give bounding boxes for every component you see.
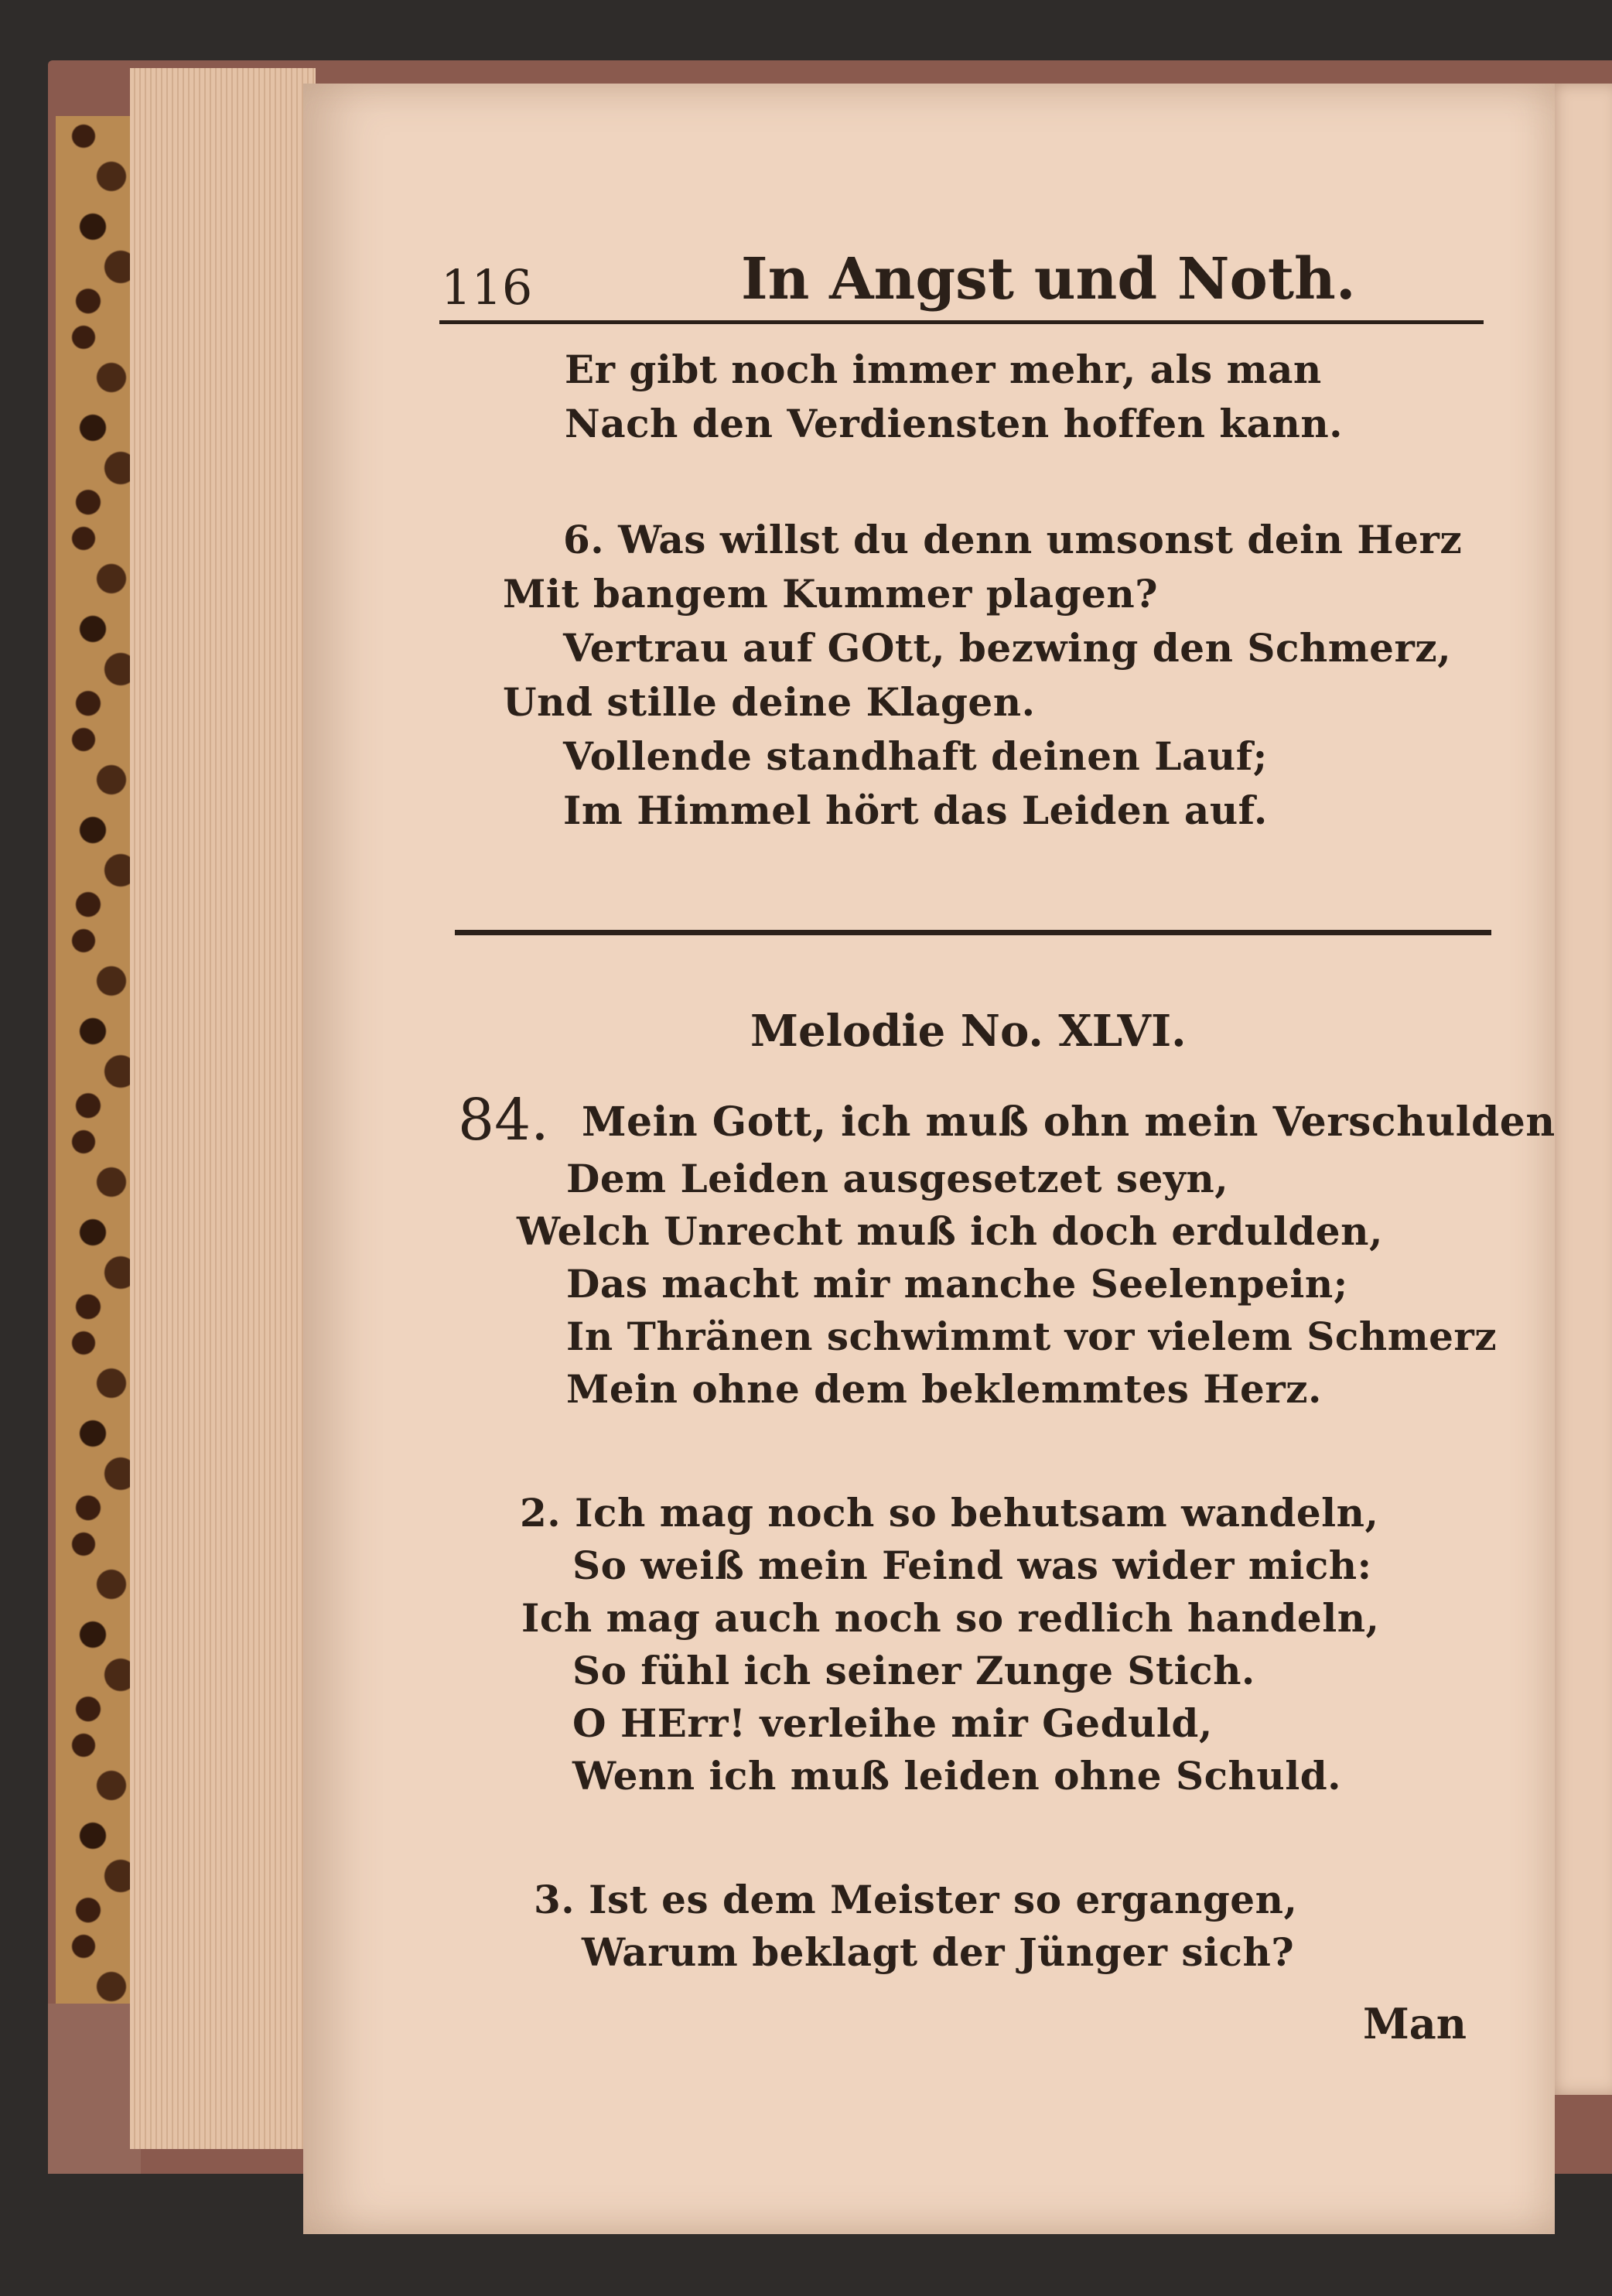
verse-line: 6. Was willst du denn umsonst dein Herz [563, 517, 1463, 562]
verse-line: Mit bangem Kummer plagen? [503, 571, 1158, 617]
verse-line: Mein Gott, ich muß ohn mein Verschulden [582, 1098, 1556, 1146]
hymn-number: 84. [458, 1087, 549, 1153]
header-rule [439, 320, 1484, 324]
page-stack [130, 68, 316, 2149]
verse-line: Im Himmel hört das Leiden auf. [563, 788, 1268, 833]
section-rule [455, 930, 1491, 935]
verse-line: Und stille deine Klagen. [503, 679, 1036, 725]
verse-line: Wenn ich muß leiden ohne Schuld. [572, 1753, 1342, 1799]
facing-page-edge [1547, 84, 1612, 2095]
verse-line: Dem Leiden ausgesetzet seyn, [566, 1156, 1229, 1201]
verse-line: Welch Unrecht muß ich doch erdulden, [517, 1208, 1383, 1254]
verse-line: So weiß mein Feind was wider mich: [572, 1543, 1372, 1588]
verse-line: Nach den Verdiensten hoffen kann. [565, 401, 1344, 446]
verse-line: Vertrau auf GOtt, bezwing den Schmerz, [563, 625, 1452, 671]
melody-heading: Melodie No. XLVI. [750, 1006, 1187, 1057]
verse-line: Er gibt noch immer mehr, als man [565, 347, 1322, 392]
page-number: 116 [441, 259, 533, 316]
verse-line: In Thränen schwimmt vor vielem Schmerz [566, 1314, 1498, 1359]
verse-line: 3. Ist es dem Meister so ergangen, [534, 1877, 1298, 1922]
verse-line: O HErr! verleihe mir Geduld, [572, 1700, 1213, 1746]
catchword: Man [1363, 1999, 1467, 2048]
verse-line: Das macht mir manche Seelenpein; [566, 1261, 1348, 1307]
running-head: In Angst und Noth. [741, 246, 1356, 313]
verse-line: Ich mag auch noch so redlich handeln, [521, 1595, 1380, 1641]
verse-line: So fühl ich seiner Zunge Stich. [572, 1648, 1255, 1693]
verse-line: Warum beklagt der Jünger sich? [582, 1929, 1295, 1975]
cover-corner [48, 2004, 141, 2174]
verse-line: Vollende standhaft deinen Lauf; [563, 733, 1268, 779]
verse-line: 2. Ich mag noch so behutsam wandeln, [520, 1490, 1379, 1536]
verse-line: Mein ohne dem beklemmtes Herz. [566, 1366, 1322, 1412]
